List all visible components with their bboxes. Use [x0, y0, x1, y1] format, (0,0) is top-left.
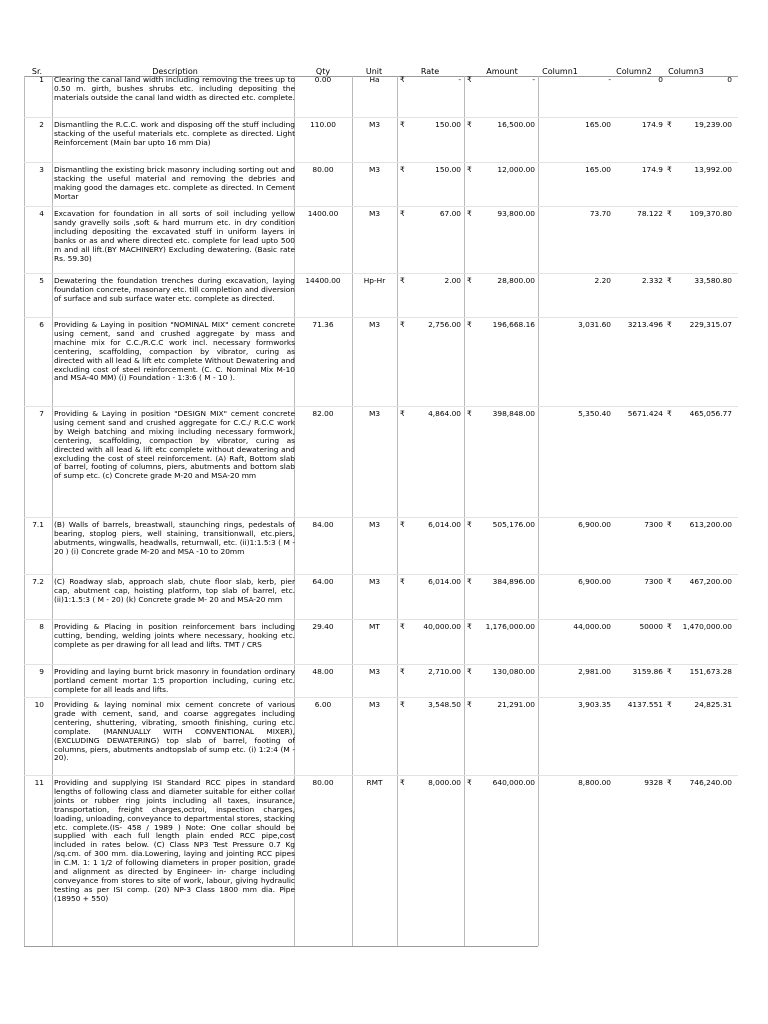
row-column2: 2.332 — [641, 276, 663, 285]
row-column3: 613,200.00 — [689, 520, 732, 529]
row-column1: - — [608, 75, 611, 84]
rupee-symbol: ₹ — [400, 75, 405, 84]
header-col1: Column1 — [542, 67, 578, 76]
row-qty: 48.00 — [312, 667, 334, 676]
rupee-symbol: ₹ — [400, 409, 405, 418]
row-column2: 3159.86 — [632, 667, 663, 676]
row-column3: 465,056.77 — [689, 409, 732, 418]
row-separator — [24, 162, 738, 163]
row-separator — [24, 317, 738, 318]
row-description: Providing & Placing in position reinforcement bars including cutting, bending, welding joints where necessary, hooking etc. complete as per drawing for all lead and lifts. TMT / CRS — [54, 622, 295, 649]
row-separator — [24, 574, 738, 575]
row-rate: 8,000.00 — [428, 778, 461, 787]
header-amount: Amount — [486, 67, 518, 76]
row-sr: 11 — [34, 778, 44, 787]
rupee-symbol: ₹ — [667, 165, 672, 174]
row-column3: 0 — [727, 75, 732, 84]
header-qty: Qty — [315, 67, 331, 76]
row-column2: 50000 — [639, 622, 663, 631]
row-description: Dismantling the R.C.C. work and disposing off the stuff including stacking of the useful materials etc. complete as directed. Light Reinforcement (Main bar upto 16 mm Dia) — [54, 120, 295, 147]
row-amount: 93,800.00 — [497, 209, 535, 218]
row-column1: 3,031.60 — [578, 320, 611, 329]
row-sr: 2 — [39, 120, 44, 129]
header-rate: Rate — [420, 67, 440, 76]
row-separator — [24, 619, 738, 620]
rupee-symbol: ₹ — [667, 622, 672, 631]
rupee-symbol: ₹ — [467, 520, 472, 529]
rupee-symbol: ₹ — [400, 520, 405, 529]
rupee-symbol: ₹ — [467, 622, 472, 631]
row-amount: 12,000.00 — [497, 165, 535, 174]
row-rate: 4,864.00 — [428, 409, 461, 418]
rupee-symbol: ₹ — [667, 520, 672, 529]
row-qty: 29.40 — [312, 622, 334, 631]
row-column2: 7300 — [644, 577, 663, 586]
row-amount: 1,176,000.00 — [485, 622, 535, 631]
row-column2: 78.122 — [637, 209, 663, 218]
rupee-symbol: ₹ — [400, 700, 405, 709]
rupee-symbol: ₹ — [667, 667, 672, 676]
row-column1: 3,903.35 — [578, 700, 611, 709]
row-unit: M3 — [368, 120, 381, 129]
row-sr: 1 — [39, 75, 44, 84]
rupee-symbol: ₹ — [667, 120, 672, 129]
rupee-symbol: ₹ — [667, 320, 672, 329]
row-separator — [24, 117, 738, 118]
rupee-symbol: ₹ — [400, 667, 405, 676]
row-unit: M3 — [368, 165, 381, 174]
row-rate: 40,000.00 — [423, 622, 461, 631]
row-separator — [24, 517, 738, 518]
row-qty: 1400.00 — [307, 209, 339, 218]
rupee-symbol: ₹ — [400, 622, 405, 631]
row-sr: 9 — [39, 667, 44, 676]
row-column2: 174.9 — [641, 165, 663, 174]
row-column3: 109,370.80 — [689, 209, 732, 218]
row-unit: MT — [369, 622, 380, 631]
row-column1: 73.70 — [589, 209, 611, 218]
row-sr: 6 — [39, 320, 44, 329]
row-unit: M3 — [368, 520, 381, 529]
rupee-symbol: ₹ — [467, 667, 472, 676]
row-column3: 33,580.80 — [694, 276, 732, 285]
table-bottom-rule — [24, 946, 538, 947]
row-qty: 6.00 — [314, 700, 332, 709]
header-sr: Sr. — [31, 67, 43, 76]
row-unit: M3 — [368, 577, 381, 586]
row-column1: 6,900.00 — [578, 520, 611, 529]
rupee-symbol: ₹ — [400, 577, 405, 586]
row-column2: 174.9 — [641, 120, 663, 129]
row-qty: 0.00 — [314, 75, 332, 84]
row-description: (B) Walls of barrels, breastwall, staunching rings, pedestals of bearing, stoplog piers, well staining, transitionwall, etc.piers, abutments, wingwalls, headwalls, returnwall, etc. (ii)1:1.5:3 ( M - 20 ) (i) Concrete grade M-20 and MSA -10 to 20mm — [54, 520, 295, 556]
rupee-symbol: ₹ — [667, 700, 672, 709]
row-unit: M3 — [368, 667, 381, 676]
rupee-symbol: ₹ — [467, 409, 472, 418]
row-column3: 151,673.28 — [689, 667, 732, 676]
row-column2: 4137.551 — [627, 700, 663, 709]
row-unit: Hp-Hr — [363, 276, 386, 285]
row-unit: M3 — [368, 700, 381, 709]
header-col2: Column2 — [616, 67, 652, 76]
rupee-symbol: ₹ — [467, 700, 472, 709]
row-description: Clearing the canal land width including removing the trees up to 0.50 m. girth, bushes shrubs etc. including depositing the materials outside the canal land width as directed etc. complete. — [54, 75, 295, 102]
row-description: (C) Roadway slab, approach slab, chute floor slab, kerb, pier cap, abutment cap, hoisting platform, top slab of barrel, etc. (ii)1:1.5:3 ( M - 20) (k) Concrete grade M- 20 and MSA-20 mm — [54, 577, 295, 604]
row-sr: 8 — [39, 622, 44, 631]
row-column2: 3213.496 — [627, 320, 663, 329]
rupee-symbol: ₹ — [467, 276, 472, 285]
row-separator — [24, 273, 738, 274]
row-unit: M3 — [368, 320, 381, 329]
rupee-symbol: ₹ — [467, 320, 472, 329]
row-sr: 7.1 — [32, 520, 44, 529]
row-column3: 19,239.00 — [694, 120, 732, 129]
rupee-symbol: ₹ — [400, 165, 405, 174]
row-column3: 467,200.00 — [689, 577, 732, 586]
row-amount: 398,848.00 — [492, 409, 535, 418]
row-amount: 28,800.00 — [497, 276, 535, 285]
row-description: Providing & Laying in position "DESIGN MIX" cement concrete using cement sand and crushed aggregate for C.C./ R.C.C work by Weigh batching and mixing including necessary formwork, centering, scaffolding, compaction by vibrator, curing as directed with all lead & lift etc complete without dewatering and excluding the cost of steel reinforcement. (A) Raft, Bottom slab of barrel, footing of columns, piers, abutments and bottom slab of sump etc. (c) Concrete grade M-20 and MSA-20 mm — [54, 409, 295, 481]
row-separator — [24, 697, 738, 698]
rupee-symbol: ₹ — [400, 209, 405, 218]
row-qty: 71.36 — [312, 320, 334, 329]
row-description: Providing & laying nominal mix cement concrete of various grade with cement, sand, and coarse aggregates including centering, shuttering, vibrating, smooth finishing, curing etc. complate. (MANNUALLY WITH CONVENTIONAL MIXER), (EXCLUDING DEWATERING) top slab of barrel, footing of columns, piers, abutments andtopslab of sump etc. (i) 1:2:4 (M - 20). — [54, 700, 295, 763]
row-rate: 3,548.50 — [428, 700, 461, 709]
row-column3: 1,470,000.00 — [682, 622, 732, 631]
rupee-symbol: ₹ — [467, 209, 472, 218]
row-column2: 0 — [658, 75, 663, 84]
rupee-symbol: ₹ — [400, 120, 405, 129]
row-amount: - — [532, 75, 535, 84]
rupee-symbol: ₹ — [400, 276, 405, 285]
rupee-symbol: ₹ — [667, 409, 672, 418]
row-description: Dismantling the existing brick masonry including sorting out and stacking the useful material and removing the debries and making good the damages etc. complete as directed. In Cement Mortar — [54, 165, 295, 201]
header-unit: Unit — [365, 67, 383, 76]
header-description: Description — [152, 67, 198, 76]
rupee-symbol: ₹ — [400, 778, 405, 787]
row-column1: 44,000.00 — [573, 622, 611, 631]
row-rate: 150.00 — [435, 165, 461, 174]
row-rate: 2,756.00 — [428, 320, 461, 329]
row-separator — [24, 664, 738, 665]
row-sr: 3 — [39, 165, 44, 174]
row-column1: 5,350.40 — [578, 409, 611, 418]
row-unit: M3 — [368, 209, 381, 218]
row-qty: 110.00 — [310, 120, 336, 129]
row-amount: 21,291.00 — [497, 700, 535, 709]
row-amount: 505,176.00 — [492, 520, 535, 529]
row-qty: 80.00 — [312, 778, 334, 787]
rupee-symbol: ₹ — [667, 577, 672, 586]
row-amount: 196,668.16 — [492, 320, 535, 329]
row-sr: 7.2 — [32, 577, 44, 586]
row-qty: 84.00 — [312, 520, 334, 529]
row-column1: 8,800.00 — [578, 778, 611, 787]
row-column1: 2.20 — [594, 276, 611, 285]
row-sr: 10 — [34, 700, 44, 709]
row-amount: 640,000.00 — [492, 778, 535, 787]
row-description: Dewatering the foundation trenches during excavation, laying foundation concrete, masonary etc. till completion and diversion of surface and sub surface water etc. complete as directed. — [54, 276, 295, 303]
row-unit: Ha — [369, 75, 380, 84]
row-sr: 5 — [39, 276, 44, 285]
row-rate: 67.00 — [439, 209, 461, 218]
row-description: Providing & Laying in position "NOMINAL MIX" cement concrete using cement, sand and crushed aggregate by mass and machine mix for C.C./R.C.C work incl. necessary formworks centering, scaffolding, compaction by vibrator, curing as directed with all lead & lift etc complete Without Dewatering and excluding cost of steel reinforcement. (C. C. Nominal Mix M-10 and MSA-40 MM) (i) Foundation - 1:3:6 ( M - 10 ). — [54, 320, 295, 383]
row-column2: 5671.424 — [627, 409, 663, 418]
rupee-symbol: ₹ — [400, 320, 405, 329]
row-column2: 7300 — [644, 520, 663, 529]
row-rate: 2,710.00 — [428, 667, 461, 676]
rupee-symbol: ₹ — [667, 276, 672, 285]
rupee-symbol: ₹ — [467, 120, 472, 129]
rupee-symbol: ₹ — [467, 75, 472, 84]
row-amount: 16,500.00 — [497, 120, 535, 129]
row-rate: 2.00 — [444, 276, 461, 285]
row-unit: M3 — [368, 409, 381, 418]
row-rate: 6,014.00 — [428, 577, 461, 586]
row-column3: 746,240.00 — [689, 778, 732, 787]
row-description: Providing and laying burnt brick masonry in foundation ordinary portland cement mortar 1:5 proportion including, curing etc. complete for all leads and lifts. — [54, 667, 295, 694]
rupee-symbol: ₹ — [467, 577, 472, 586]
row-qty: 64.00 — [312, 577, 334, 586]
rupee-symbol: ₹ — [467, 165, 472, 174]
row-qty: 80.00 — [312, 165, 334, 174]
row-column3: 229,315.07 — [689, 320, 732, 329]
row-column3: 13,992.00 — [694, 165, 732, 174]
row-rate: - — [458, 75, 461, 84]
row-qty: 14400.00 — [305, 276, 341, 285]
row-sr: 7 — [39, 409, 44, 418]
row-separator — [24, 406, 738, 407]
rupee-symbol: ₹ — [667, 778, 672, 787]
row-sr: 4 — [39, 209, 44, 218]
row-column2: 9328 — [644, 778, 663, 787]
row-column1: 2,981.00 — [578, 667, 611, 676]
row-rate: 150.00 — [435, 120, 461, 129]
row-separator — [24, 775, 738, 776]
row-column1: 6,900.00 — [578, 577, 611, 586]
row-column1: 165.00 — [585, 120, 611, 129]
row-amount: 384,896.00 — [492, 577, 535, 586]
row-separator — [24, 206, 738, 207]
row-amount: 130,080.00 — [492, 667, 535, 676]
row-description: Providing and supplying ISI Standard RCC pipes in standard lengths of following class and diameter suitable for either collar joints or rubber ring joints including all taxes, insurance, transportation, freight charges,octroi, inspection charges, loading, unloading, conveyance to departmental stores, stacking etc. complete.(IS- 458 / 1989 ) Note: One collar should be supplied with each full length plain ended RCC pipe,cost included in rates below. (C) Class NP3 Test Pressure 0.7 Kg /sq.cm. of 300 mm. dia.Lowering, laying and jointing RCC pipes in C.M. 1: 1 1/2 of following diameters in proper position, grade and alignment as directed by Engineer- in- charge including conveyance from stores to site of work, labour, giving hydraulic testing as per ISI comp. (20) NP-3 Class 1800 mm dia. Pipe (18950 + 550) — [54, 778, 295, 903]
header-col3: Column3 — [668, 67, 704, 76]
row-rate: 6,014.00 — [428, 520, 461, 529]
row-column3: 24,825.31 — [694, 700, 732, 709]
row-qty: 82.00 — [312, 409, 334, 418]
rupee-symbol: ₹ — [467, 778, 472, 787]
row-unit: RMT — [366, 778, 383, 787]
row-description: Excavation for foundation in all sorts of soil including yellow sandy gravelly soils ,soft & hard murrum etc. in dry condition including depositing the excavated stuff in uniform layers in banks or as and where directed etc. complete for lead upto 500 m and all lift.(BY MACHINERY) Excluding dewatering. (Basic rate Rs. 59.30) — [54, 209, 295, 263]
rupee-symbol: ₹ — [667, 209, 672, 218]
row-column1: 165.00 — [585, 165, 611, 174]
